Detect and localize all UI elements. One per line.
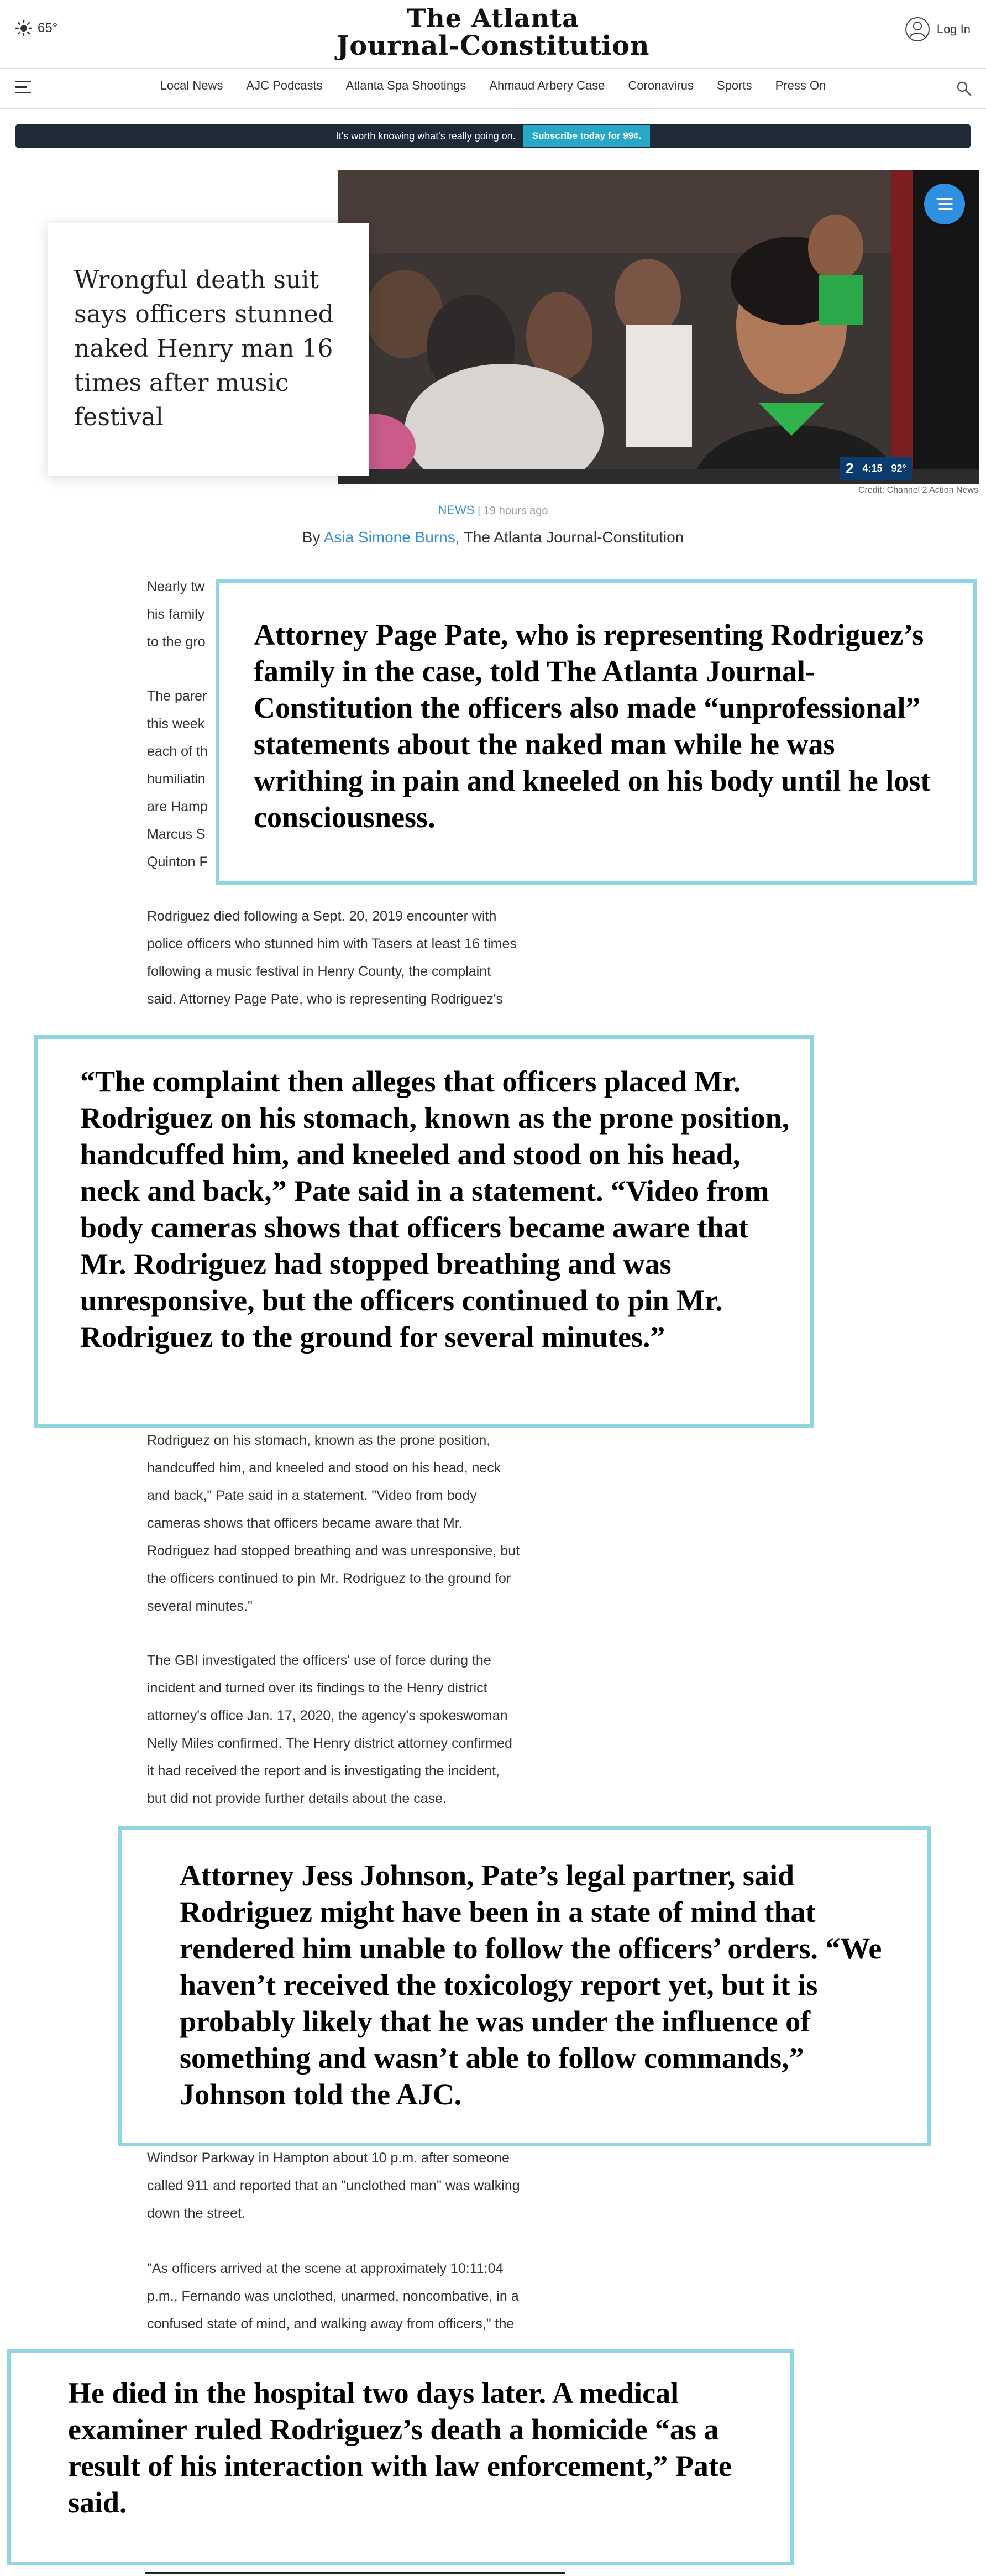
pull-quote-4	[7, 2349, 794, 2565]
paragraph-line: several minutes."	[147, 1598, 253, 1614]
bottom-divider	[145, 2572, 565, 2574]
byline-prefix: By	[302, 529, 324, 546]
subscribe-button[interactable]: Subscribe today for 99¢.	[523, 125, 650, 147]
byline-publication: , The Atlanta Journal-Constitution	[455, 529, 684, 546]
pull-quote-3-text: Attorney Jess Johnson, Pate’s legal partner, said Rodriguez might have been in a state of mind that rendered him unable to follow the officers’ orders. “We haven’t received the toxicology report yet, but it is probably likely that he was under the influence of something and wasn’t able to follow commands,” Johnson told the AJC.	[180, 1859, 882, 2111]
paragraph-6	[147, 2144, 569, 2227]
pull-quote-1-text: Attorney Page Pate, who is representing Rodriguez’s family in the case, told The Atlanta Journal-Constitution the officers also made “unprofessional” statements about the naked man while he was writhing in pain and kneeled on his body until he lost consciousness.	[254, 618, 931, 834]
masthead-line-2: Journal-Constitution	[336, 30, 649, 61]
paragraph-7	[147, 2255, 569, 2338]
byline	[0, 529, 986, 546]
pull-quote-4-text: He died in the hospital two days later. A medical examiner ruled Rodriguez’s death a homicide “as a result of his interaction with law enforcement,” Pate said.	[68, 2376, 732, 2519]
paragraph-4	[147, 1427, 569, 1620]
paragraph-line: down the street.	[147, 2206, 245, 2221]
pull-quote-1	[216, 579, 977, 885]
paragraph-line: Nearly tw	[147, 579, 205, 594]
channel-logo-icon: 2	[846, 460, 854, 477]
paragraph-line: Rodriguez on his stomach, known as the prone position,	[147, 1433, 491, 1448]
nav-item-atlanta-spa-shootings[interactable]: Atlanta Spa Shootings	[345, 79, 466, 92]
masthead-logo[interactable]	[0, 4, 986, 60]
paragraph-line: Rodriguez died following a Sept. 20, 2019 encounter with	[147, 908, 497, 924]
nav-item-local-news[interactable]: Local News	[160, 79, 223, 92]
paragraph-line: called 911 and reported that an "unclothed man" was walking	[147, 2178, 520, 2193]
login-button[interactable]	[905, 17, 971, 42]
nav-item-press-on[interactable]: Press On	[775, 79, 826, 92]
paragraph-line: The GBI investigated the officers' use of force during the	[147, 1653, 491, 1668]
paragraph-line: said. Attorney Page Pate, who is representing Rodriguez's	[147, 991, 504, 1007]
weather-temperature: 65°	[38, 20, 58, 35]
search-icon[interactable]	[956, 81, 972, 96]
paragraph-line: his family	[147, 607, 205, 622]
paragraph-line: handcuffed him, and kneeled and stood on his head, neck	[147, 1460, 501, 1476]
article-age: | 19 hours ago	[478, 505, 548, 517]
paragraph-line: the officers continued to pin Mr. Rodriguez to the ground for	[147, 1571, 511, 1586]
paragraph-line: confused state of mind, and walking away from officers," the	[147, 2316, 515, 2332]
nav-item-sports[interactable]: Sports	[717, 79, 752, 92]
main-nav	[0, 79, 986, 93]
subscribe-banner	[15, 124, 971, 148]
paragraph-line: police officers who stunned him with Tasers at least 16 times	[147, 936, 517, 952]
pull-quote-2	[34, 1035, 814, 1428]
paragraph-line: humiliatin	[147, 771, 206, 787]
paragraph-line: The parer	[147, 688, 207, 704]
nav-item-coronavirus[interactable]: Coronavirus	[628, 79, 694, 92]
user-icon	[905, 17, 930, 42]
paragraph-line: Windsor Parkway in Hampton about 10 p.m. after someone	[147, 2150, 510, 2166]
paragraph-line: each of th	[147, 744, 208, 759]
paragraph-line: "As officers arrived at the scene at approximately 10:11:04	[147, 2261, 504, 2276]
headline-card	[48, 223, 369, 476]
nav-item-ajc-podcasts[interactable]: AJC Podcasts	[246, 79, 323, 92]
paragraph-line: attorney's office Jan. 17, 2020, the agency's spokeswoman	[147, 1708, 508, 1723]
paragraph-line: p.m., Fernando was unclothed, unarmed, noncombative, in a	[147, 2288, 519, 2304]
paragraph-line: Quinton F	[147, 854, 208, 870]
photo-credit: Credit: Channel 2 Action News	[858, 485, 978, 495]
article-menu-button[interactable]	[924, 184, 965, 224]
nav-divider-top	[0, 68, 986, 69]
paragraph-line: Rodriguez had stopped breathing and was unresponsive, but	[147, 1543, 520, 1559]
crowd-photo-illustration	[338, 170, 979, 484]
nav-divider-bottom	[0, 108, 986, 109]
paragraph-5	[147, 1647, 569, 1812]
nav-item-ahmaud-arbery-case[interactable]: Ahmaud Arbery Case	[489, 79, 605, 92]
paragraph-line: this week	[147, 716, 205, 731]
login-label: Log In	[936, 22, 971, 36]
paragraph-line: following a music festival in Henry County, the complaint	[147, 964, 491, 979]
masthead-line-1: The Atlanta	[407, 3, 579, 33]
tv-temperature: 92°	[891, 463, 906, 474]
paragraph-line: Nelly Miles confirmed. The Henry district attorney confirmed	[147, 1736, 512, 1751]
tv-time: 4:15	[862, 463, 883, 474]
paragraph-line: but did not provide further details about the case.	[147, 1791, 447, 1806]
paragraph-3	[147, 902, 569, 1013]
paragraph-line: it had received the report and is investigating the incident,	[147, 1763, 500, 1779]
pull-quote-3	[118, 1826, 931, 2146]
paragraph-line: to the gro	[147, 634, 206, 650]
article-meta	[0, 503, 986, 518]
promo-text: It's worth knowing what's really going on.	[335, 130, 516, 142]
paragraph-line: incident and turned over its findings to the Henry district	[147, 1680, 487, 1696]
tv-bug	[840, 457, 912, 480]
hero-photo	[338, 170, 979, 484]
section-link[interactable]: NEWS	[438, 503, 475, 517]
paragraph-line: and back," Pate said in a statement. "Video from body	[147, 1488, 477, 1503]
list-icon	[935, 196, 954, 212]
author-link[interactable]: Asia Simone Burns	[323, 529, 455, 546]
pull-quote-2-text: “The complaint then alleges that officers placed Mr. Rodriguez on his stomach, known as the prone position, handcuffed him, and kneeled and stood on his head, neck and back,” Pate said in a statement. “Video from body cameras shows that officers became aware that Mr. Rodriguez had stopped breathing and was unresponsive, but the officers continued to pin Mr. Rodriguez to the ground for several minutes.”	[80, 1065, 790, 1354]
paragraph-line: are Hamp	[147, 799, 208, 814]
paragraph-line: cameras shows that officers became aware that Mr.	[147, 1516, 463, 1531]
article-headline: Wrongful death suit says officers stunned naked Henry man 16 times after music festival	[74, 266, 334, 431]
paragraph-line: Marcus S	[147, 827, 206, 842]
